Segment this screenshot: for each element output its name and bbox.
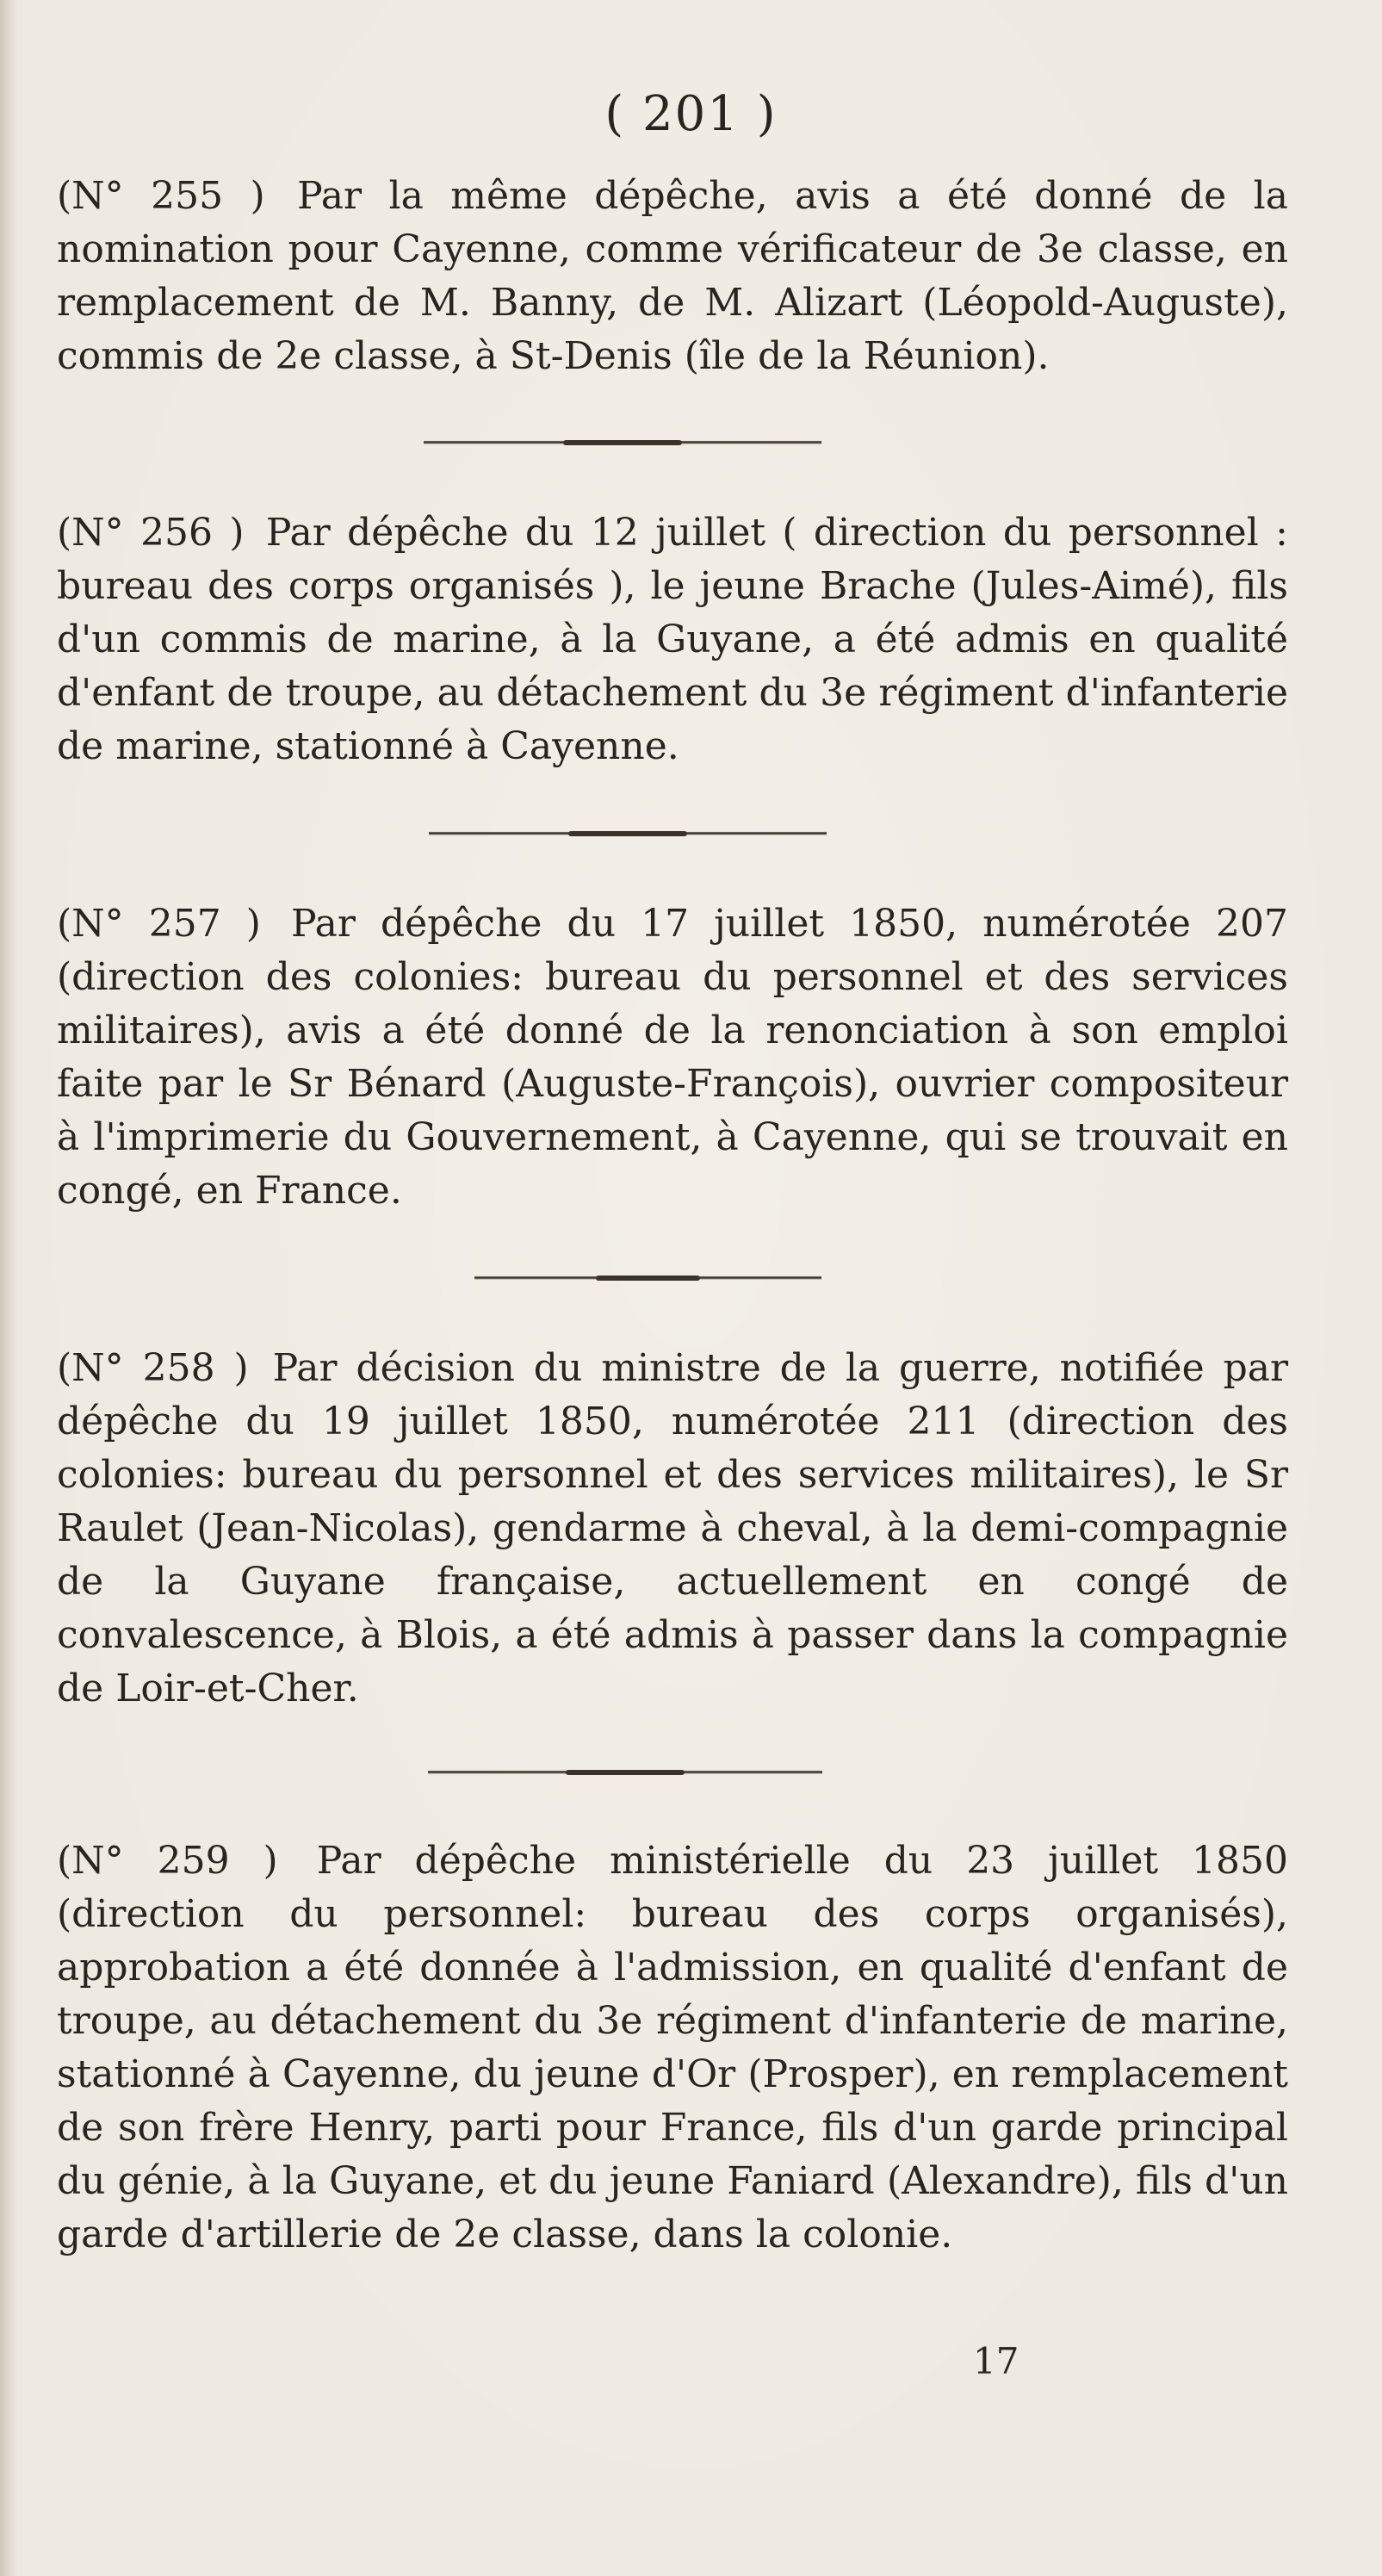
page-spine-shadow [0, 0, 19, 2576]
entry-255 [57, 170, 1288, 383]
page-number-header: ( 201 ) [604, 86, 778, 142]
entry-257 [57, 897, 1288, 1218]
entry-number: (N° 256 ) [57, 511, 245, 555]
entry-258 [57, 1342, 1288, 1716]
entry-number: (N° 255 ) [57, 174, 265, 218]
section-divider [424, 439, 821, 446]
entry-text: Par la même dépêche, avis a été donné de la nomination pour Cayenne, comme vérificateur de 3e classe, en remplacement de M. Banny, de M. Alizart (Léopold-Auguste), commis de 2e classe, à St-Denis (île de la Réunion). [57, 174, 1288, 378]
section-divider [429, 830, 827, 837]
entry-259 [57, 1834, 1288, 2262]
entry-number: (N° 259 ) [57, 1839, 278, 1883]
entry-text: Par décision du ministre de la guerre, notifiée par dépêche du 19 juillet 1850, numérotée 211 (direction des colonies: bureau du personnel et des services militaires), le Sr Raulet (Jean-Nicolas), gendarme à cheval, à la demi-compagnie de la Guyane française, actuellement en congé de convalescence, à Blois, a été admis à passer dans la compagnie de Loir-et-Cher. [57, 1346, 1288, 1710]
entry-text: Par dépêche ministérielle du 23 juillet 1850 (direction du personnel: bureau des corps organisés), approbation a été donnée à l'admission, en qualité d'enfant de troupe, au détachement du 3e régiment d'infanterie de marine, stationné à Cayenne, du jeune d'Or (Prosper), en remplacement de son frère Henry, parti pour France, fils d'un garde principal du génie, à la Guyane, et du jeune Faniard (Alexandre), fils d'un garde d'artillerie de 2e classe, dans la colonie. [57, 1839, 1288, 2256]
entry-text: Par dépêche du 12 juillet ( direction du personnel : bureau des corps organisés ), le jeune Brache (Jules-Aimé), fils d'un commis de marine, à la Guyane, a été admis en qualité d'enfant de troupe, au détachement du 3e régiment d'infanterie de marine, stationné à Cayenne. [57, 511, 1288, 768]
entry-256 [57, 506, 1288, 773]
entry-number: (N° 258 ) [57, 1346, 249, 1390]
section-divider [428, 1769, 822, 1776]
entry-text: Par dépêche du 17 juillet 1850, numérotée 207 (direction des colonies: bureau du personnel et des services militaires), avis a été donné de la renonciation à son emploi faite par le Sr Bénard (Auguste-François), ouvrier compositeur à l'imprimerie du Gouvernement, à Cayenne, qui se trouvait en congé, en France. [57, 902, 1288, 1213]
entry-number: (N° 257 ) [57, 902, 261, 946]
section-divider [474, 1275, 821, 1282]
signature-mark: 17 [973, 2340, 1019, 2382]
